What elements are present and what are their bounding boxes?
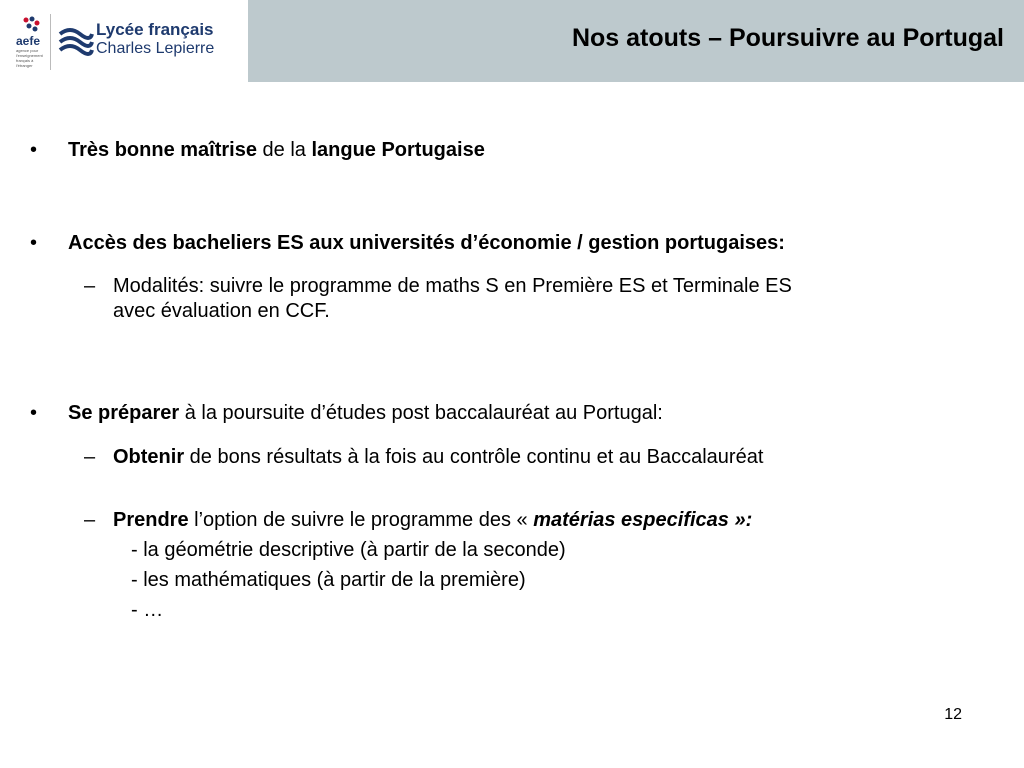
bullet-3-sub2: [113, 508, 752, 533]
bullet-1-bold1: Très bonne maîtrise: [68, 139, 257, 161]
bullet-3-sub2-text: l’option de suivre le programme des «: [188, 509, 534, 531]
slide-title: Nos atouts – Poursuivre au Portugal: [571, 24, 1004, 52]
aefe-label: aefe: [16, 34, 41, 48]
dash-icon: –: [84, 509, 96, 531]
bullet-icon: •: [30, 139, 38, 161]
school-name-line2: Charles Lepierre: [96, 40, 215, 57]
bullet-2: Accès des bacheliers ES aux universités d’économie / gestion portugaises:: [68, 232, 785, 254]
list-item-1: - la géométrie descriptive (à partir de la seconde): [131, 539, 566, 561]
bullet-3-sub1-bold: Obtenir: [113, 446, 185, 468]
bullet-3-sub2-italic: matérias especificas »:: [533, 509, 753, 531]
bullet-1: [68, 138, 485, 163]
bullet-1-bold2: langue Portugaise: [311, 139, 485, 161]
bullet-3: [68, 401, 663, 426]
page-number: 12: [944, 706, 962, 723]
list-item-3: - …: [131, 599, 164, 621]
bullet-3-bold: Se préparer: [68, 402, 180, 424]
aefe-tagline: agence pour l'enseignement français à l'étranger: [16, 48, 43, 68]
bullet-3-sub2-bold: Prendre: [113, 509, 189, 531]
bullet-icon: •: [30, 402, 38, 424]
school-name-line1: Lycée français: [96, 20, 214, 39]
dash-icon: –: [84, 446, 96, 468]
bullet-2-sub1-line2: avec évaluation en CCF.: [113, 300, 330, 322]
bullet-1-text: de la: [256, 139, 312, 161]
bullet-icon: •: [30, 232, 38, 254]
dash-icon: –: [84, 275, 96, 297]
bullet-3-sub1-text: de bons résultats à la fois au contrôle continu et au Baccalauréat: [184, 446, 764, 468]
bullet-2-sub1-line1: Modalités: suivre le programme de maths S en Première ES et Terminale ES: [113, 275, 792, 297]
bullet-3-sub1: [113, 445, 763, 470]
bullet-3-text: à la poursuite d’études post baccalauréat au Portugal:: [179, 402, 663, 424]
list-item-2: - les mathématiques (à partir de la première): [131, 569, 526, 591]
